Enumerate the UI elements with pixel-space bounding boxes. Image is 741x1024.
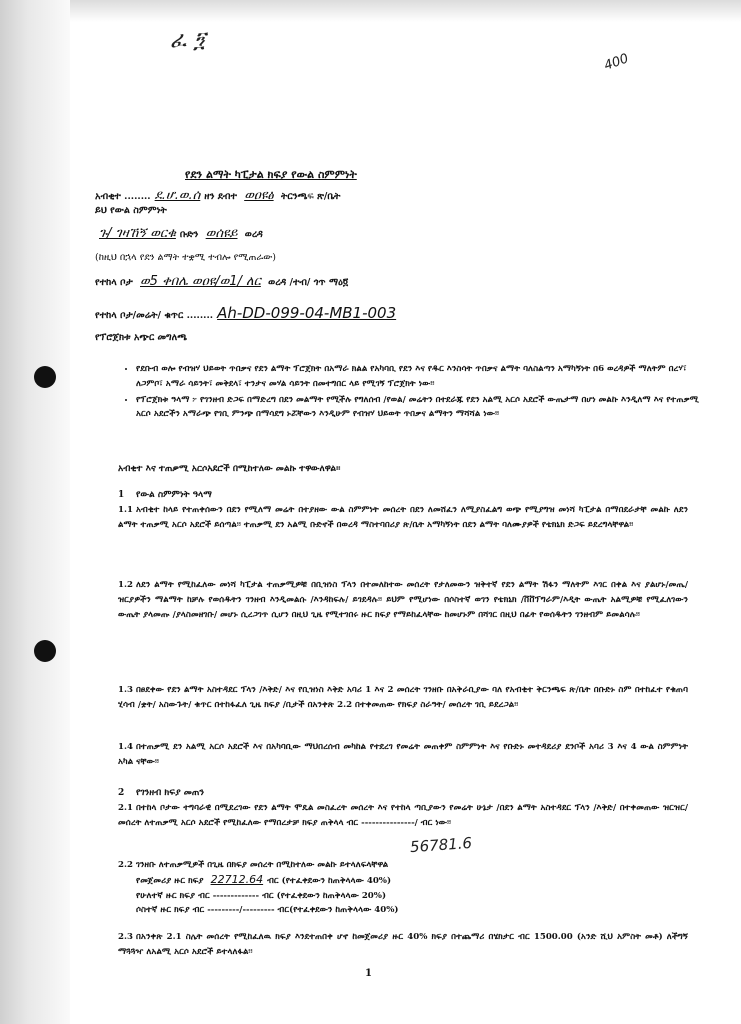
bullet-item: • የፕሮጀክቱ ዓላማ ፦ የገንዘብ ድጋፍ በማድረግ በደን መልማት የሚችሉ የግለሰብ /የወል/ መሬትን በተደራጁ የደን አልሚ አርሶ አደሮች ውጤታማ በሆነ መልኩ እንዲለማ እና የተጠቃሚ አርሶ አደሮችን አማራጭ የገቢ ምንጭ በማሳደግ ኑሯቸውን እንዲሁም የብዝሃ ህይወት ጥበቃና ልማትን ማሻሻል ነው፡፡ — [136, 393, 706, 423]
project-bullets — [118, 362, 706, 423]
corner-note: 400 — [602, 51, 631, 74]
parcel-line: የተከላ ቦታ/መሬት/ ቁጥር ........ Ah-DD-099-04-MB1-003 — [95, 304, 400, 322]
location-handwriting: ወ5 ቀበሌ ወዐዩ/ወ1/ ለር — [140, 274, 261, 289]
page-fold-shadow — [0, 0, 70, 1024]
page-top-shadow — [70, 0, 741, 22]
paragraph-1-3: 1.3 በፀደቀው የደን ልማት አስተዳደር ፕላን /እቅድ/ እና የቢዝነስ እቅድ አባሪ 1 እና 2 መሰረት ገንዘቡ በአቅራቢያው ባለ የአብቂተ ቅርንጫፍ ጽ/ቤት በቡድኑ ስም በተከፈተ የቁጠባ ሂሳብ /ቋት/ አስውጉት/ ቁጥር በተከፋፈለ ጊዜ ክፍያ /ቢታች በአንቀጽ 2.2 በተቀመጠው የክፍያ ስራዓት/ መሰረት ገቢ ይደረጋል፡፡ — [118, 685, 688, 710]
applicant-handwriting: ደ.ሆ.ወ.ሰ — [154, 188, 201, 203]
paragraph-2-1: 2.1 በተከላ ቦታው ተግባራዊ በሚደረገው የደን ልማት ሞዴል መስፈረት መሰረት እና የተከላ ጣቢያውን የመሬት ሁኔታ /በደን ልማት አስተዳደር ፕላን /እቅድ/ በተቀመጠው ዝርዝር/ መሰረት ለተጠቃሚ አርሶ አደሮች የሚከፈለው የማበረታቻ ክፍያ ጠቅላላ ብር ---------------/ ብር ነው፡፡ — [118, 803, 688, 828]
applicant-handwriting-2: ወዐዩፅ — [244, 188, 274, 203]
signer-handwriting-2: ወሰዩይ — [205, 226, 238, 241]
punch-hole-bottom — [34, 640, 56, 662]
paragraph-1-4: 1.4 በተጠቃሚ ደን አልሚ አርሶ አደሮች እና በአካባቢው ማህበረሰብ መካከል የተደረገ የመሬት መጠቀም ስምምነት እና የቡድኑ መተዳደሪያ ደንቦች አባሪ 3 እና 4 ውል ስምምነት አካል ናቸው፡፡ — [118, 742, 688, 767]
document-title: የደን ልማት ካፒታል ክፍያ የውል ስምምነት — [185, 168, 357, 181]
location-line: የተከላ ቦታ ወ5 ቀበሌ ወዐዩ/ወ1/ ለር ወረዳ /ተብ/ ጎጥ ማዕ፬ — [95, 274, 349, 289]
contract-label: ይህ የውል ስምምነት — [95, 205, 167, 216]
paragraph-1-2: 1.2 ለደን ልማት የሚከፈለው መነሻ ካፒታል ተጠቃሚዎቹ በቢዝነስ ፕላን በተመለከተው መሰረት የታለመውን ዝቅተኛ የደን ልማት ሽፋን ማለትም እገር በቀል እና ያልሆኑ/መጤ/ ዝርያዎችን ማልማት ከቻሉ የወሰዱትን ገንዘብ እንዲመልሱ /እንዳከፍሉ/ ይገደዳሉ፡፡ ይህም የሚሆነው በሶስተኛ ወገን የቴክኒክ /ቨቨፕግራም/እዲት ውጤት አልሚዎቹ የሚፈለገውን ውጤት ያላመጡ /ያላስመዘገቡ/ መሆኑ ሲረጋገጥ ሲሆን በዚህ ጊዜ የሚተገበሩ ዙር ክፍያ የማይከፈላቸው ከመሆኑም በሻገር በዚህ በፊት የወሰዱትን ገንዘብም ይመልሳሉ፡፡ — [118, 580, 688, 620]
bullet-item: • የደቡብ ወሎ የብዝሃ ህይወት ጥበቃና የደን ልማት ፕሮጀክት በአማራ ክልል የአካባቢ የደን እና የዱር እንስሳት ጥበቃና ልማት ባለስልጣን አማካኝነት በ6 ወረዳዎች ማለትም በረሃ፣ ለጋምቦ፣ አማራ ሳይንት፣ መቅደላ፣ ተንታና መሃል ሳይንት በመተግበር ላይ የሚገኝ ፕሮጀክት ነው፡፡ — [136, 362, 706, 392]
note-line: (ከዚህ በኋላ የደን ልማት ተቋሚ ተብሎ የሚጠራው) — [95, 252, 277, 263]
section-heading-1: 1 የውል ስምምነት ዓላማ — [118, 490, 212, 500]
agreement-intro: አብቂተ እና ተጠቃሚ አርሶአደሮች በሚከተለው መልኩ ተዋውለዋል፡፡ — [118, 464, 341, 474]
parcel-handwriting: Ah-DD-099-04-MB1-003 — [217, 304, 397, 322]
applicant-line: አብቂተ ........ ደ.ሆ.ወ.ሰ ዘን ደብተ ወዐዩፅ ትርንጫፍ ጽ/ቤት — [95, 188, 341, 203]
paragraph-1-1: 1.1 አብቂተ ከላይ የተጠቀሰውን በደን የሚለማ መሬት በተያዘው ውል ስምምነት መሰረት በደን ለመሸፈን ለሚያስፈልግ ወጭ የሚያግዝ መነሻ ካፒታል በማበደራታቸ መልኩ ለደን ልማት ተጠቃሚ አርሶ አደሮች ይሰጣል፡፡ ተጠቃሚ ደን አልሚ ቡድኖች በወረዳ ማስተባበሪያ ጽ/ቤት አማካኝነት በደን ልማት ባለሙያዎች የቴክኒክ ድጋፍ ይደረግላቸዋል፡፡ — [118, 505, 688, 530]
section-heading-2: 2 የገንዘብ ክፍያ መጠን — [118, 788, 205, 798]
signer-handwriting: ጉ/ ገዛኸኝ ወርቁ — [99, 226, 176, 241]
punch-hole-top — [34, 366, 56, 388]
total-amount-handwriting: 56781.6 — [409, 833, 473, 857]
first-amount-handwriting: 22712.64 — [210, 872, 264, 886]
project-label: የፕሮጀክቱ አጭር መግለጫ — [95, 332, 188, 343]
page-number: 1 — [365, 968, 372, 979]
paragraph-2-2: 2.2 ገንዘቡ ለተጠቃሚዎች በጊዜ በክፍያ መሰረት በሚከተለው መልኩ ይተላለፍላቸዋል የመጀመሪያ ዙር ክፍያ 22712.64 ብር (የተፈቀደውን ከጠቅላላው 40%) የሁለተኛ ዙር ክፍያ ብር ------------- ብር (የተፈቀደውን ከጠቅላላው 20%) ሶስተኛ ዙር ክፍያ ብር ---------/--------- ብር(የተፈቀደውን ከጠቅላላው 40%) — [118, 860, 399, 916]
paragraph-2-3: 2.3 በአንቀጽ 2.1 ስሌት መሰረት የሚከፈለዉ ክፍያ እንደተጠበቀ ሆኖ ከመጀመሪያ ዙር 40% ክፍያ በተጨማሪ በሄክታር ብር 1500.00 (አንድ ሺህ አምስት መቶ) ለችግኝ ማጓጓዣ ለአልሚ አርሶ አደሮች ይተላለፋል፡፡ — [118, 932, 688, 957]
signer-line: ጉ/ ገዛኸኝ ወርቁ ቡድን ወሰዩይ ወረዳ — [95, 226, 263, 241]
header-scribble: ፈ ፺ — [170, 28, 206, 53]
